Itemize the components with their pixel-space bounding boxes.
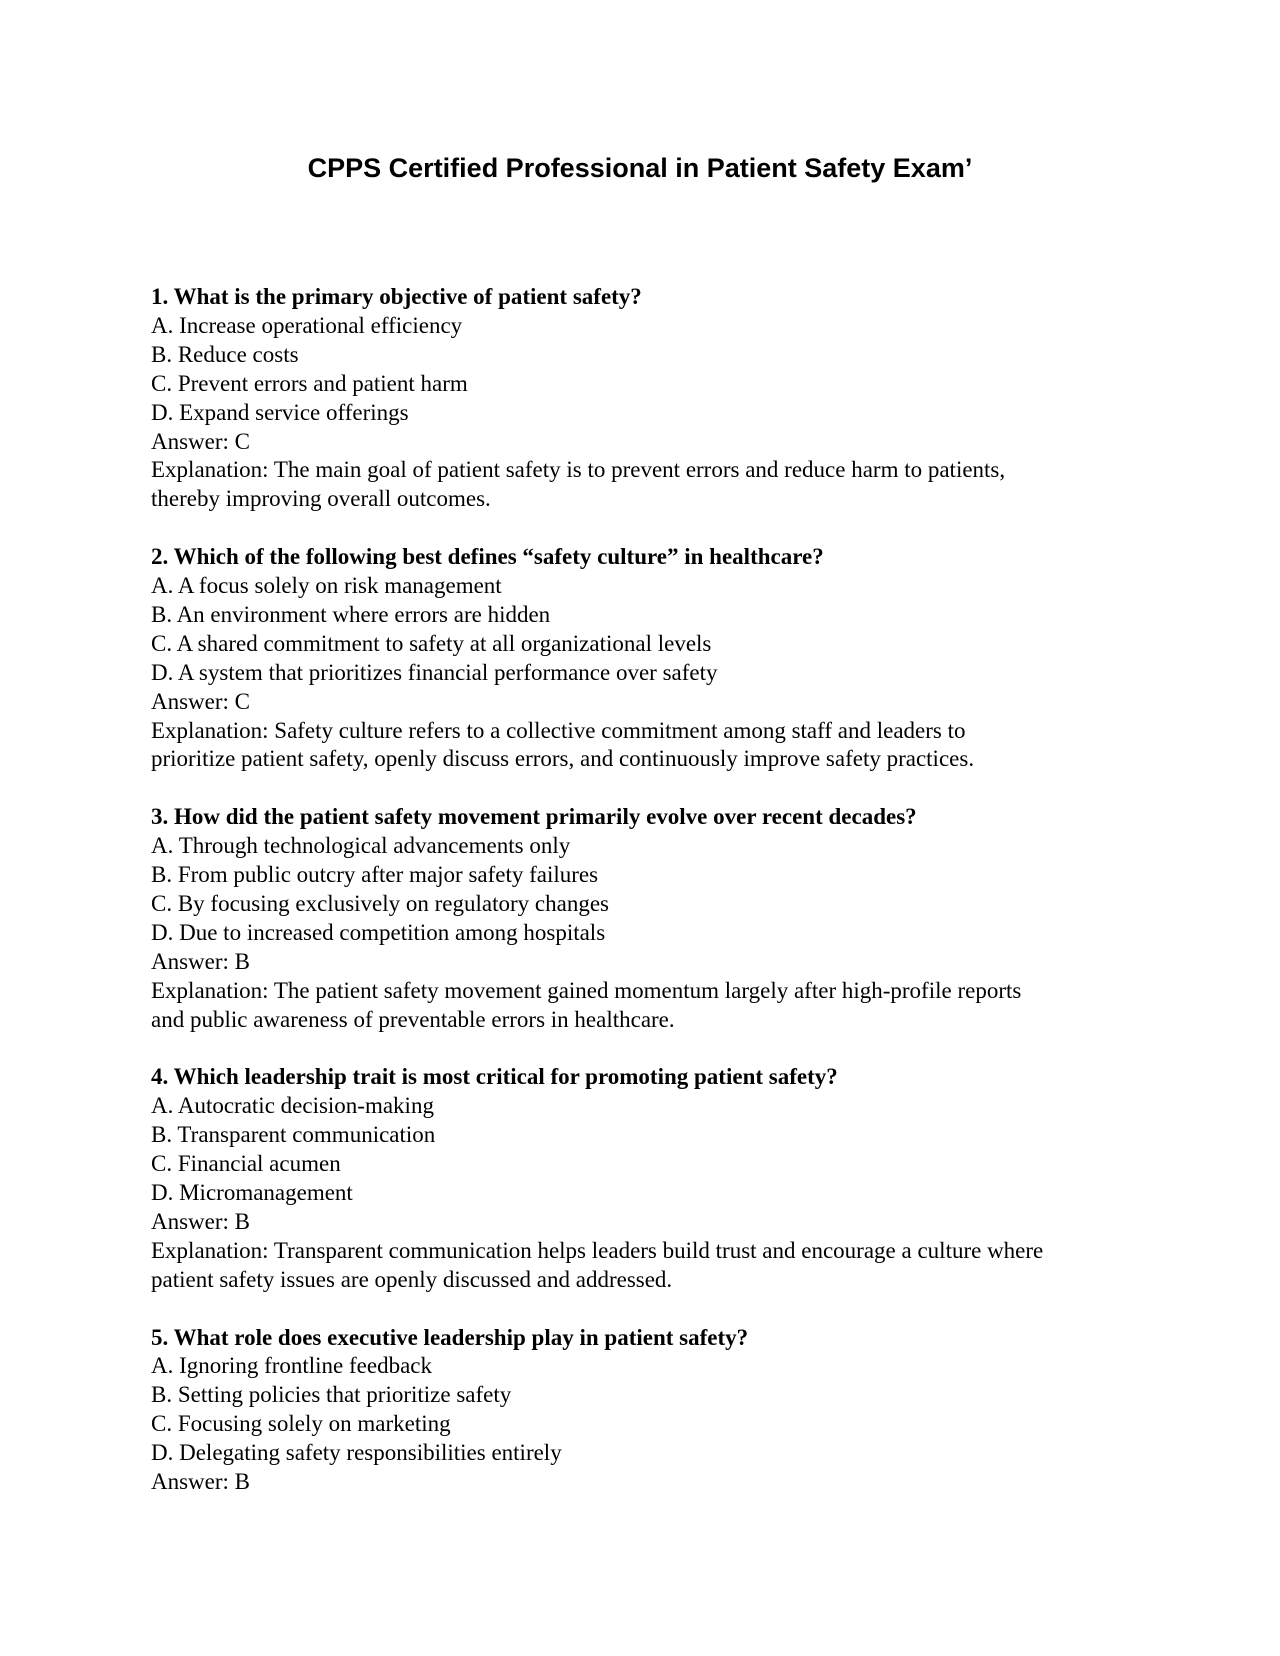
- question-text: 3. How did the patient safety movement primarily evolve over recent decades?: [151, 804, 917, 830]
- question-3: [151, 803, 1151, 1034]
- explanation: [151, 977, 1151, 1035]
- explanation-line-2: patient safety issues are openly discussed and addressed.: [151, 1266, 673, 1292]
- option-b: B. Transparent communication: [151, 1122, 436, 1148]
- option-c: C. Focusing solely on marketing: [151, 1411, 451, 1437]
- option-d: D. Due to increased competition among hospitals: [151, 919, 606, 945]
- explanation-line-2: prioritize patient safety, openly discuss errors, and continuously improve safety practices.: [151, 746, 975, 772]
- question-1: [151, 283, 1151, 514]
- option-a: A. Increase operational efficiency: [151, 312, 463, 338]
- option-a: A. Autocratic decision-making: [151, 1093, 434, 1119]
- question-list: [151, 283, 1151, 1497]
- explanation-line-1: Explanation: The main goal of patient safety is to prevent errors and reduce harm to patients,: [151, 457, 1006, 483]
- explanation-line-1: Explanation: The patient safety movement gained momentum largely after high-profile reports: [151, 977, 1022, 1003]
- option-a: A. A focus solely on risk management: [151, 573, 502, 599]
- document-title: CPPS Certified Professional in Patient Safety Exam’: [307, 153, 973, 183]
- answer: Answer: C: [151, 688, 251, 714]
- question-text: 4. Which leadership trait is most critical for promoting patient safety?: [151, 1064, 838, 1090]
- option-b: B. From public outcry after major safety failures: [151, 862, 599, 888]
- option-a: A. Ignoring frontline feedback: [151, 1353, 433, 1379]
- option-b: B. An environment where errors are hidden: [151, 601, 551, 627]
- option-d: D. Delegating safety responsibilities entirely: [151, 1440, 562, 1466]
- explanation-line-1: Explanation: Safety culture refers to a collective commitment among staff and leaders to: [151, 717, 966, 743]
- question-text: 1. What is the primary objective of patient safety?: [151, 284, 642, 309]
- option-c: C. A shared commitment to safety at all organizational levels: [151, 630, 712, 656]
- question-text: 5. What role does executive leadership play in patient safety?: [151, 1324, 749, 1350]
- explanation-line-1: Explanation: Transparent communication helps leaders build trust and encourage a culture where: [151, 1237, 1044, 1263]
- answer: Answer: B: [151, 948, 251, 974]
- question-4: [151, 1063, 1151, 1294]
- option-c: C. Prevent errors and patient harm: [151, 370, 468, 396]
- option-d: D. Micromanagement: [151, 1180, 353, 1206]
- option-c: C. By focusing exclusively on regulatory changes: [151, 891, 609, 916]
- option-b: B. Setting policies that prioritize safety: [151, 1382, 512, 1408]
- option-d: D. A system that prioritizes financial performance over safety: [151, 659, 718, 685]
- question-text: 2. Which of the following best defines “safety culture” in healthcare?: [151, 544, 824, 570]
- question-2: [151, 543, 1151, 774]
- explanation-line-2: thereby improving overall outcomes.: [151, 486, 491, 512]
- option-a: A. Through technological advancements only: [151, 833, 571, 859]
- answer: Answer: B: [151, 1208, 251, 1234]
- explanation: [151, 456, 1151, 514]
- option-b: B. Reduce costs: [151, 341, 299, 367]
- explanation: [151, 1237, 1151, 1295]
- answer: Answer: B: [151, 1469, 251, 1495]
- explanation: [151, 717, 1151, 775]
- question-5: [151, 1324, 1151, 1497]
- option-c: C. Financial acumen: [151, 1151, 341, 1177]
- answer: Answer: C: [151, 428, 251, 454]
- option-d: D. Expand service offerings: [151, 399, 409, 425]
- explanation-line-2: and public awareness of preventable errors in healthcare.: [151, 1006, 675, 1032]
